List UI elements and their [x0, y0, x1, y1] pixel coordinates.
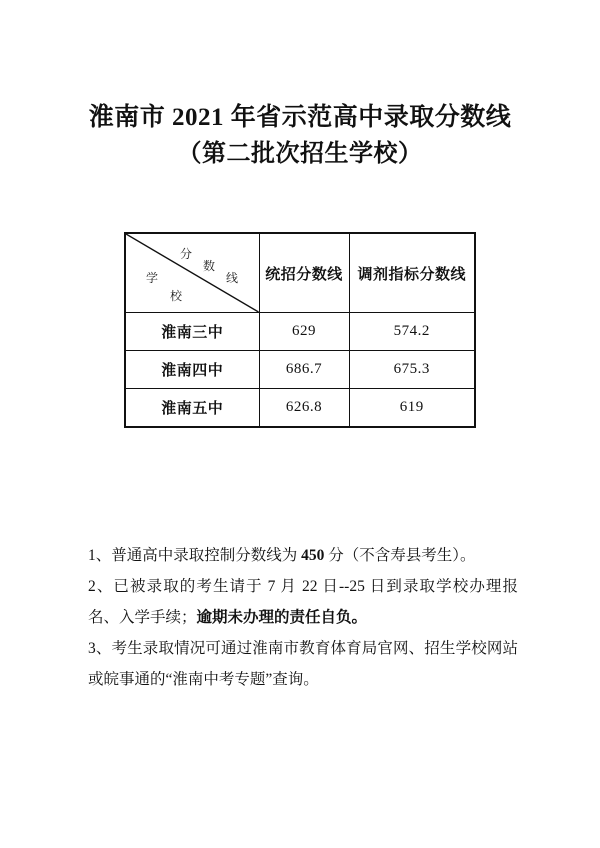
page-title-line-2: （第二批次招生学校）	[177, 141, 423, 167]
page-title-line-1: 淮南市 2021 年省示范高中录取分数线	[88, 104, 512, 131]
table-row	[125, 389, 475, 428]
table-row	[125, 351, 475, 389]
table-header-row	[125, 233, 475, 313]
note-2-warning: 逾期未办理的责任自负。	[196, 609, 368, 626]
corner-label-shu: 数	[203, 259, 216, 273]
row-tongzhao-score: 686.7	[259, 351, 349, 389]
score-table	[124, 232, 476, 428]
table-corner-diagonal-cell	[125, 233, 259, 313]
note-item-1	[88, 540, 518, 571]
note-1-suffix: 分（不含寿县考生）。	[324, 547, 476, 564]
note-2-text: 2、已被录取的考生请于 7 月 22 日--25 日到录取学校办理报名、入学手续；	[88, 578, 518, 626]
note-1-prefix: 1、普通高中录取控制分数线为	[88, 547, 302, 564]
corner-label-fen: 分	[180, 247, 193, 261]
corner-label-xian: 线	[226, 271, 239, 285]
row-tiaoji-score: 675.3	[349, 351, 475, 389]
row-tongzhao-score: 626.8	[259, 389, 349, 428]
page-title	[0, 100, 600, 172]
note-item-2	[88, 571, 518, 633]
score-table-container	[124, 232, 474, 428]
table-row	[125, 313, 475, 351]
row-school-name: 淮南四中	[125, 351, 259, 389]
row-tiaoji-score: 574.2	[349, 313, 475, 351]
note-3-text: 3、考生录取情况可通过淮南市教育体育局官网、招生学校网站或皖事通的“淮南中考专题”查询。	[88, 640, 518, 688]
corner-label-xiao: 校	[170, 289, 183, 303]
row-school-name: 淮南五中	[125, 389, 259, 428]
corner-label-xue: 学	[146, 271, 159, 285]
row-tongzhao-score: 629	[259, 313, 349, 351]
notes-section	[88, 540, 518, 695]
row-tiaoji-score: 619	[349, 389, 475, 428]
column-header-tongzhao: 统招分数线	[259, 233, 349, 313]
note-item-3	[88, 633, 518, 695]
column-header-tiaoji: 调剂指标分数线	[349, 233, 475, 313]
row-school-name: 淮南三中	[125, 313, 259, 351]
note-1-control-score: 450	[301, 547, 325, 564]
